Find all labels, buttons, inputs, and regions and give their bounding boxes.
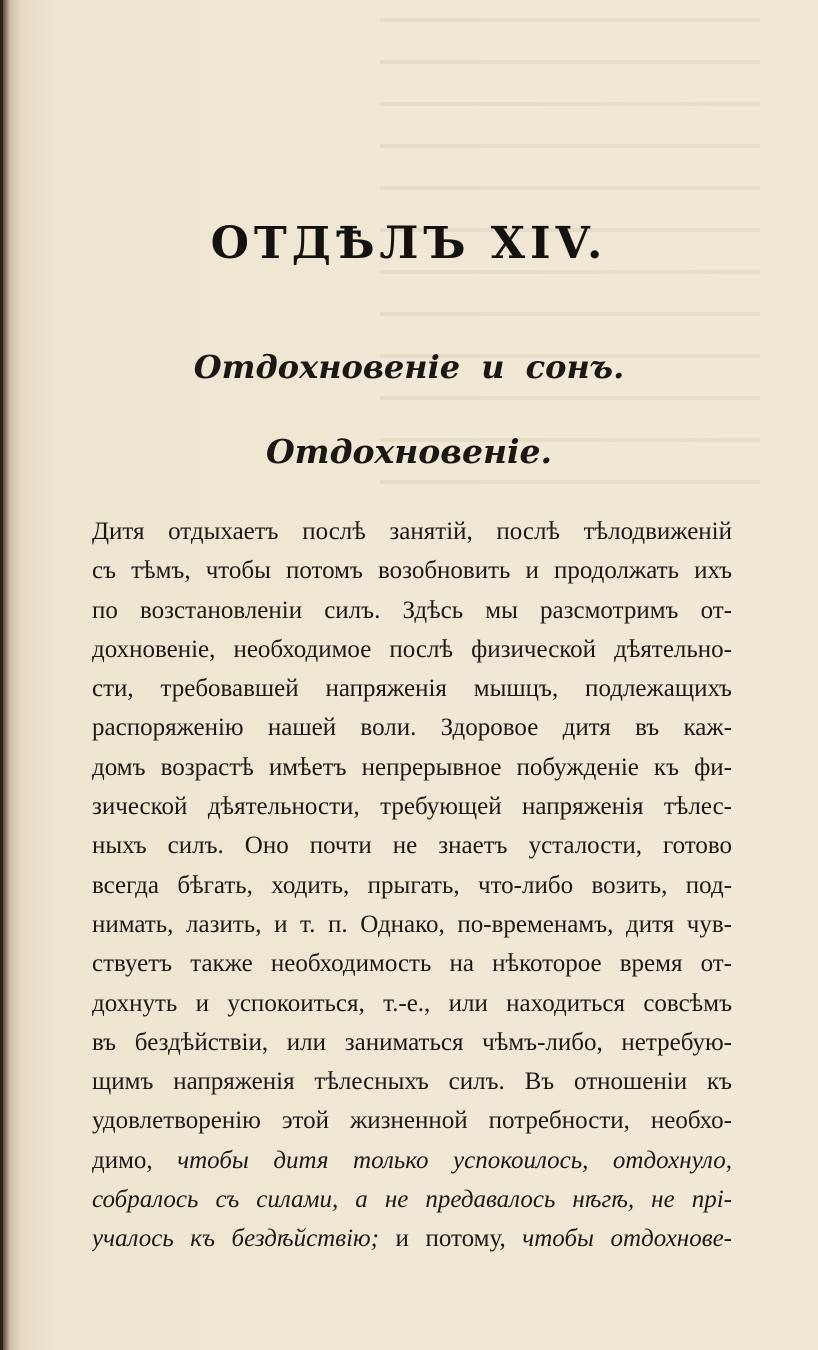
subsection-heading: Отдохновеніе. [265,432,553,471]
text-line: въ бездѣйствіи, или заниматься чѣмъ-либо, нетребую- [92,1028,732,1056]
text-line: съ тѣмъ, чтобы потомъ возобновить и продолжать ихъ [92,557,732,585]
text-line-mixed [92,1141,732,1180]
text-line: распоряженію нашей воли. Здоровое дитя въ каж- [92,714,732,742]
text-line-mixed [92,1219,732,1258]
text-line: щимъ напряженія тѣлесныхъ силъ. Въ отношеніи къ [92,1068,732,1096]
italic-run: чтобы отдохнове- [522,1225,732,1253]
text-line: нимать, лазить, и т. п. Однако, по-временамъ, дитя чув- [92,910,732,938]
body-text [92,512,732,1259]
text-line: всегда бѣгать, ходить, прыгать, что-либо возить, под- [92,871,732,899]
roman-run: димо, [92,1146,178,1174]
text-line: сти, требовавшей напряженія мышцъ, подлежащихъ [92,675,732,703]
book-spine-edge [0,0,3,1350]
text-line: зической дѣятельности, требующей напряженія тѣлес- [92,793,732,821]
section-title: ОТДѢЛЪ XIV. [210,218,608,269]
text-line: ствуетъ также необходимость на нѣкоторое время от- [92,950,732,978]
chapter-subtitle: Отдохновеніе и сонъ. [193,348,625,386]
italic-run: учалось къ бездѣйствію; [92,1225,396,1253]
text-line-italic: собралось съ силами, а не предавалось нѣгѣ, не прі- [92,1186,732,1214]
text-line: домъ возрастѣ имѣетъ непрерывное побужденіе къ фи- [92,753,732,781]
text-line: ныхъ силъ. Оно почти не знаетъ усталости, готово [92,832,732,860]
text-line: дохнуть и успокоиться, т.-е., или находиться совсѣмъ [92,989,732,1017]
text-line: Дитя отдыхаетъ послѣ занятій, послѣ тѣлодвиженій [92,518,732,545]
text-line: по возстановленіи силъ. Здѣсь мы разсмотримъ от- [92,596,732,624]
roman-run: и потому, [395,1225,523,1253]
italic-run: чтобы дитя только успокоилось, отдохнуло, [177,1146,732,1174]
text-line: удовлетворенію этой жизненной потребности, необхо- [92,1107,732,1135]
text-line: дохновеніе, необходимое послѣ физической дѣятельно- [92,635,732,663]
